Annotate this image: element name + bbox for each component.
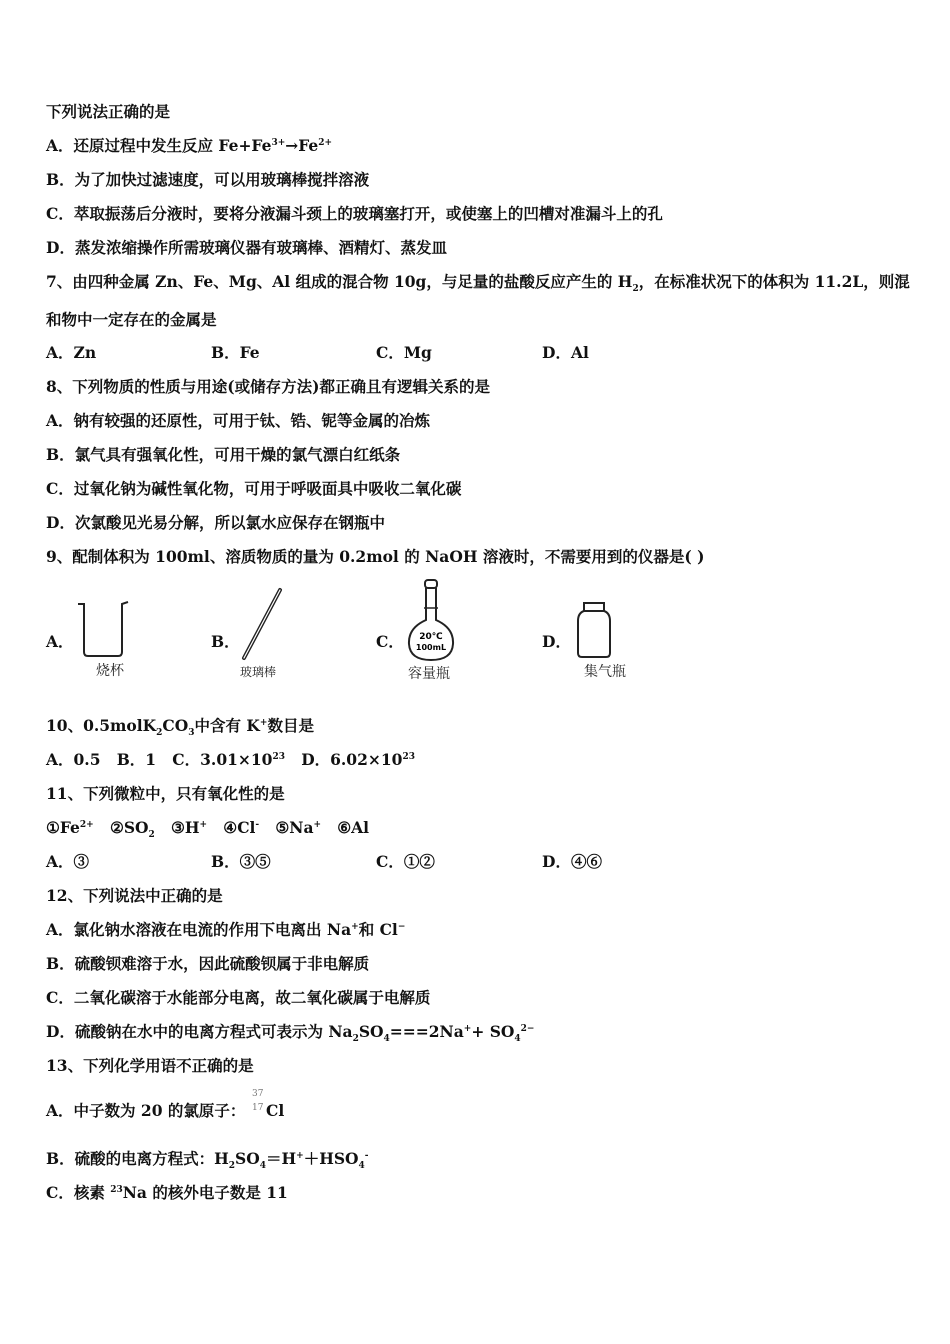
q9-caption-beaker: 烧杯 bbox=[96, 663, 124, 679]
q9-caption-rod: 玻璃棒 bbox=[240, 665, 277, 679]
q9-caption-flask: 容量瓶 bbox=[408, 666, 450, 682]
q13-mass-number: 37 bbox=[252, 1089, 264, 1099]
svg-text:20℃: 20℃ bbox=[419, 632, 443, 642]
beaker-figure bbox=[74, 598, 134, 660]
q7-option-c: C．Mg bbox=[376, 343, 432, 362]
q8-stem: 8、下列物质的性质与用途(或储存方法)都正确且有逻辑关系的是 bbox=[46, 377, 490, 396]
q12-option-c: C．二氧化碳溶于水能部分电离，故二氧化碳属于电解质 bbox=[46, 988, 431, 1007]
q13-stem: 13、下列化学用语不正确的是 bbox=[46, 1056, 254, 1075]
q12-option-b: B．硫酸钡难溶于水，因此硫酸钡属于非电解质 bbox=[46, 954, 370, 973]
q9-option-b-label: B． bbox=[211, 632, 240, 651]
svg-text:100mL: 100mL bbox=[415, 643, 447, 652]
glass-rod-figure bbox=[236, 586, 286, 662]
q6-stem: 下列说法正确的是 bbox=[46, 102, 171, 121]
q7-option-b: B．Fe bbox=[211, 343, 260, 362]
q7-stem-line2: 和物中一定存在的金属是 bbox=[46, 310, 217, 329]
q9-option-a-label: A． bbox=[46, 632, 74, 651]
q8-option-a: A．钠有较强的还原性，可用于钛、锆、铌等金属的冶炼 bbox=[46, 411, 431, 430]
q11-particles: $①Fe^{2+}$ $②SO_2$ ③H+ ④Cl- ⑤Na+ ⑥Al bbox=[46, 818, 370, 841]
q7-option-d: D．Al bbox=[542, 343, 589, 362]
q11-option-d: D．④⑥ bbox=[542, 852, 602, 871]
q12-option-a: A．氯化钠水溶液在电流的作用下电离出 Na+和 Cl− bbox=[46, 920, 406, 939]
q8-option-d: D．次氯酸见光易分解，所以氯水应保存在钢瓶中 bbox=[46, 513, 385, 532]
q13-option-b: B．硫酸的电离方程式：$H_2SO_4=H^++HSO_4^-$ bbox=[46, 1149, 369, 1172]
volumetric-flask-figure bbox=[404, 578, 458, 664]
q7-option-a: A．Zn bbox=[46, 343, 97, 362]
q10-stem: 10、$0.5molK_2CO_3$中含有 K+数目是 bbox=[46, 716, 314, 739]
q9-option-c-label: C． bbox=[376, 632, 404, 651]
q7-stem-line1: 7、由四种金属 Zn、Fe、Mg、Al 组成的混合物 10g，与足量的盐酸反应产生的 $H_2$，在标准状况下的体积为 11.2L，则混 bbox=[46, 272, 910, 295]
q13-option-c: C．核素 $^{23}$Na 的核外电子数是 11 bbox=[46, 1183, 288, 1202]
q11-option-b: B．③⑤ bbox=[211, 852, 271, 871]
q6-option-a: A．还原过程中发生反应 $Fe+Fe^{3+}\to Fe^{2+}$ bbox=[46, 136, 333, 155]
gas-jar-figure bbox=[574, 601, 614, 659]
q8-option-c: C．过氧化钠为碱性氧化物，可用于呼吸面具中吸收二氧化碳 bbox=[46, 479, 462, 498]
q6-option-d: D．蒸发浓缩操作所需玻璃仪器有玻璃棒、酒精灯、蒸发皿 bbox=[46, 238, 447, 257]
q6-option-b: B．为了加快过滤速度，可以用玻璃棒搅拌溶液 bbox=[46, 170, 370, 189]
q12-option-d: D．硫酸钠在水中的电离方程式可表示为 $Na_2SO_4===2Na^++ SO_4^{2-}$ bbox=[46, 1022, 535, 1045]
q11-stem: 11、下列微粒中，只有氧化性的是 bbox=[46, 784, 285, 803]
q6-option-c: C．萃取振荡后分液时，要将分液漏斗颈上的玻璃塞打开，或使塞上的凹槽对准漏斗上的孔 bbox=[46, 204, 663, 223]
q9-caption-gas-jar: 集气瓶 bbox=[584, 664, 626, 680]
q13-option-a: A．中子数为 20 的氯原子： bbox=[46, 1101, 246, 1120]
q9-option-d-label: D． bbox=[542, 632, 571, 651]
q8-option-b: B．氯气具有强氧化性，可用干燥的氯气漂白红纸条 bbox=[46, 445, 401, 464]
q13-atomic-number: 17 bbox=[252, 1103, 264, 1113]
q10-options: A．0.5 B．1 C．$3.01\times 10^{23}$ D．$6.02\times 10^{23}$ bbox=[46, 750, 415, 769]
q11-option-a: A．③ bbox=[46, 852, 90, 871]
q11-option-c: C．①② bbox=[376, 852, 435, 871]
q9-stem: 9、配制体积为 100ml、溶质物质的量为 0.2mol 的 NaOH 溶液时，不需要用到的仪器是( ) bbox=[46, 547, 705, 566]
q12-stem: 12、下列说法中正确的是 bbox=[46, 886, 223, 905]
q13-chlorine-symbol: Cl bbox=[266, 1101, 285, 1120]
